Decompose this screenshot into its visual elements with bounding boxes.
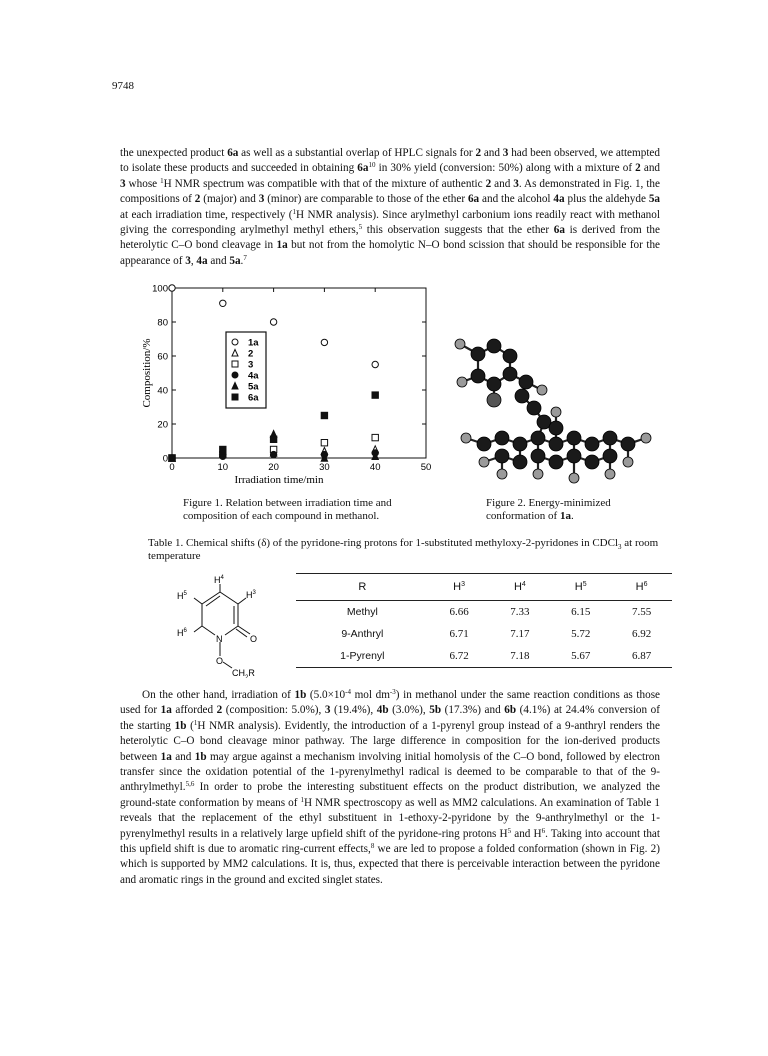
data-point-6a [169,455,175,461]
table-cell: 6.71 [449,628,469,640]
x-tick-label: 40 [369,462,381,473]
molecule-atom [471,369,485,383]
table-header-h6: $H^6$ [611,574,672,601]
molecule-atom [531,431,545,445]
molecule-atom [567,449,581,463]
x-axis-label: Irradiation time/min [234,474,324,486]
data-point-3 [372,434,378,440]
x-tick-label: 0 [169,462,175,473]
molecule-atom [567,431,581,445]
molecule-atom [623,457,633,467]
molecule-atom [513,455,527,469]
table-cell: 7.33 [510,606,530,618]
molecule-atom [621,437,635,451]
struct-label-n: N [216,634,223,644]
table-header-h5: $H^5$ [550,574,611,601]
table-header-r: R [296,574,429,601]
struct-label-h3: $H^3$ [246,590,256,600]
molecule-atom [537,385,547,395]
molecule-atom [585,437,599,451]
molecule-atom [477,437,491,451]
legend-label-4a: 4a [248,370,259,382]
table-row [296,645,672,668]
molecule-atom [551,407,561,417]
molecule-atom [503,367,517,381]
y-tick-label: 0 [162,453,168,465]
table-cell: 7.18 [490,645,551,668]
table-cell: 1-Pyrenyl [296,645,429,668]
y-tick-label: 80 [157,317,168,329]
legend-label-1a: 1a [248,337,259,349]
paragraph-2: On the other hand, irradiation of 1b ($5.0\times 10^{-4}$ mol $dm^{-3}$) in methanol under the same reaction conditions as those used for 1a afforded 2 (composition: 5.0%), 3 (19.4%), 4b (3.0%), 5b (17.3%) and 6b (4.1%) at 24.4% conversion of the starting 1b ($^1$H NMR analysis). Evidently, the introduction of a 1-pyrenyl group instead of a 9-anthryl renders the heterolytic C–O bond cleavage minor pathway. The large difference in composition for the ion-derived products between 1a and 1b may argue against a mechanism involving initial homolysis of the C–O bond, followed by electron transfer since the oxidation potential of the 1-pyrenylmethyl radical is deemed to be comparable to that of the 9-anthrylmethyl.$^{5,6}$ In order to probe the interesting substituent effects on the product distribution, we analyzed the ground-state conformation by means of $^1$H NMR spectroscopy as well as MM2 calculations. An examination of Table 1 reveals that the replacement of the ethyl substituent in 1-ethoxy-2-pyridone by the 9-anthrylmethyl or the 1-pyrenylmethyl results in a relatively large upfield shift of the pyridone-ring protons $H^5$ and $H^6$. Taking into account that this upfield shift is due to aromatic ring-current effects,$^8$ we are led to propose a folded conformation (shown in Fig. 2) which is supported by MM2 calculations. It is, thus, expected that there is perceivable interaction between the pyridone and aromatic rings in the ground and excited singlet states. [120,688,661,886]
molecule-atom [495,431,509,445]
x-tick-label: 20 [268,462,279,473]
y-tick-label: 60 [157,351,168,363]
table-cell: 6.92 [631,628,652,640]
table-cell: 7.55 [631,606,652,618]
struct-label-h4: $H^4$ [214,575,224,585]
y-tick-label: 20 [157,419,168,431]
figure-2-caption: Figure 2. Energy-minimized conformation of 1a. [486,497,611,522]
legend-marker-3 [232,361,238,367]
legend-marker-1a [232,339,238,345]
table-header-h3: $H^3$ [429,574,490,601]
table-cell: 6.15 [571,606,591,618]
struct-label-o-ether: O [216,656,224,666]
molecule-atom [531,449,545,463]
table-row [296,601,672,624]
molecule-atom [533,469,543,479]
table-1 [296,573,672,668]
table-cell: 9-Anthryl [341,628,384,640]
figure-1-caption: Figure 1. Relation between irradiation time and composition of each compound in methanol. [183,497,392,522]
data-point-6a [372,392,378,398]
molecule-atom [461,433,471,443]
struct-label-o-carbonyl: O [250,634,258,644]
data-point-1a [169,285,175,291]
table-cell: 6.87 [611,645,672,668]
molecule-atom [503,349,517,363]
table-cell: Methyl [346,606,378,618]
molecule-atom [471,347,485,361]
legend-marker-6a [232,394,238,400]
y-axis-label: Composition/% [141,338,153,408]
table-1-caption: Table 1. Chemical shifts (δ) of the pyridone-ring protons for 1-substituted methyloxy-2-pyridones in CDCl$_3$ at room temperature [148,537,659,562]
legend-label-6a: 6a [248,392,259,404]
molecule-atom [527,401,541,415]
legend-label-2: 2 [248,348,254,360]
x-tick-label: 50 [420,462,432,473]
data-point-1a [270,319,276,325]
table-cell: 6.72 [429,645,490,668]
table-cell: 7.17 [510,628,530,640]
data-point-6a [220,446,226,452]
molecule-atom [585,455,599,469]
molecule-atom [519,375,533,389]
molecule-atom [479,457,489,467]
legend-label-3: 3 [248,359,254,371]
molecule-atom [487,339,501,353]
paragraph-1: the unexpected product 6a as well as a substantial overlap of HPLC signals for 2 and 3 had been observed, we attempted to isolate these products and succeeded in obtaining $6a^{10}$ in 30% yield (conversion: 50%) along with a mixture of 2 and 3 whose $^1$H NMR spectrum was compatible with that of the mixture of authentic 2 and 3. As demonstrated in Fig. 1, the compositions of 2 (major) and 3 (minor) are comparable to those of the ether 6a and the alcohol 4a plus the aldehyde 5a at each irradiation time, respectively ($^1$H NMR analysis). Since arylmethyl carbonium ions readily react with methanol giving the corresponding arylmethyl methyl ethers,$^5$ this observation suggests that the ether 6a is derived from the heterolytic C–O bond cleavage in 1a but not from the homolytic N–O bond scission that should be responsible for the appearance of 3, 4a and 5a.$^7$ [120,147,661,267]
table-header-row [296,574,672,601]
molecule-atom [487,377,501,391]
data-point-1a [372,361,378,367]
data-point-1a [220,300,226,306]
table-header-h4: $H^4$ [490,574,551,601]
data-point-6a [321,412,327,418]
legend-marker-4a [232,372,238,378]
molecule-atom [641,433,651,443]
x-tick-label: 10 [217,462,229,473]
molecule-atom [549,455,563,469]
plot-frame [172,288,426,458]
page-number: 9748 [112,80,134,92]
table-row [296,623,672,645]
figure-2-molecule-model [438,332,668,492]
y-tick-label: 100 [152,283,168,295]
struct-label-h5: $H^5$ [177,591,187,601]
molecule-atom [457,377,467,387]
molecule-atom [497,469,507,479]
molecule-atom [515,389,529,403]
molecule-atom [603,449,617,463]
molecule-atom [513,437,527,451]
struct-label-h6: $H^6$ [177,628,187,638]
molecule-atom [549,437,563,451]
molecule-atom [549,421,563,435]
molecule-atom [487,393,501,407]
molecule-atom [603,431,617,445]
x-tick-label: 30 [319,462,330,473]
molecule-atom [495,449,509,463]
molecule-atom [455,339,465,349]
figure-1-chart [140,280,440,488]
y-tick-label: 40 [157,385,168,397]
molecule-atom [569,473,579,483]
data-point-4a [270,451,276,457]
table-cell: 5.67 [550,645,611,668]
pyridone-structure [150,574,290,678]
molecule-atom [605,469,615,479]
data-point-6a [270,436,276,442]
legend-label-5a: 5a [248,381,259,393]
data-point-1a [321,339,327,345]
struct-label-ch2r: $CH_2R$ [232,668,255,678]
table-cell: 5.72 [571,628,591,640]
data-point-3 [321,440,327,446]
table-cell: 6.66 [449,606,469,618]
